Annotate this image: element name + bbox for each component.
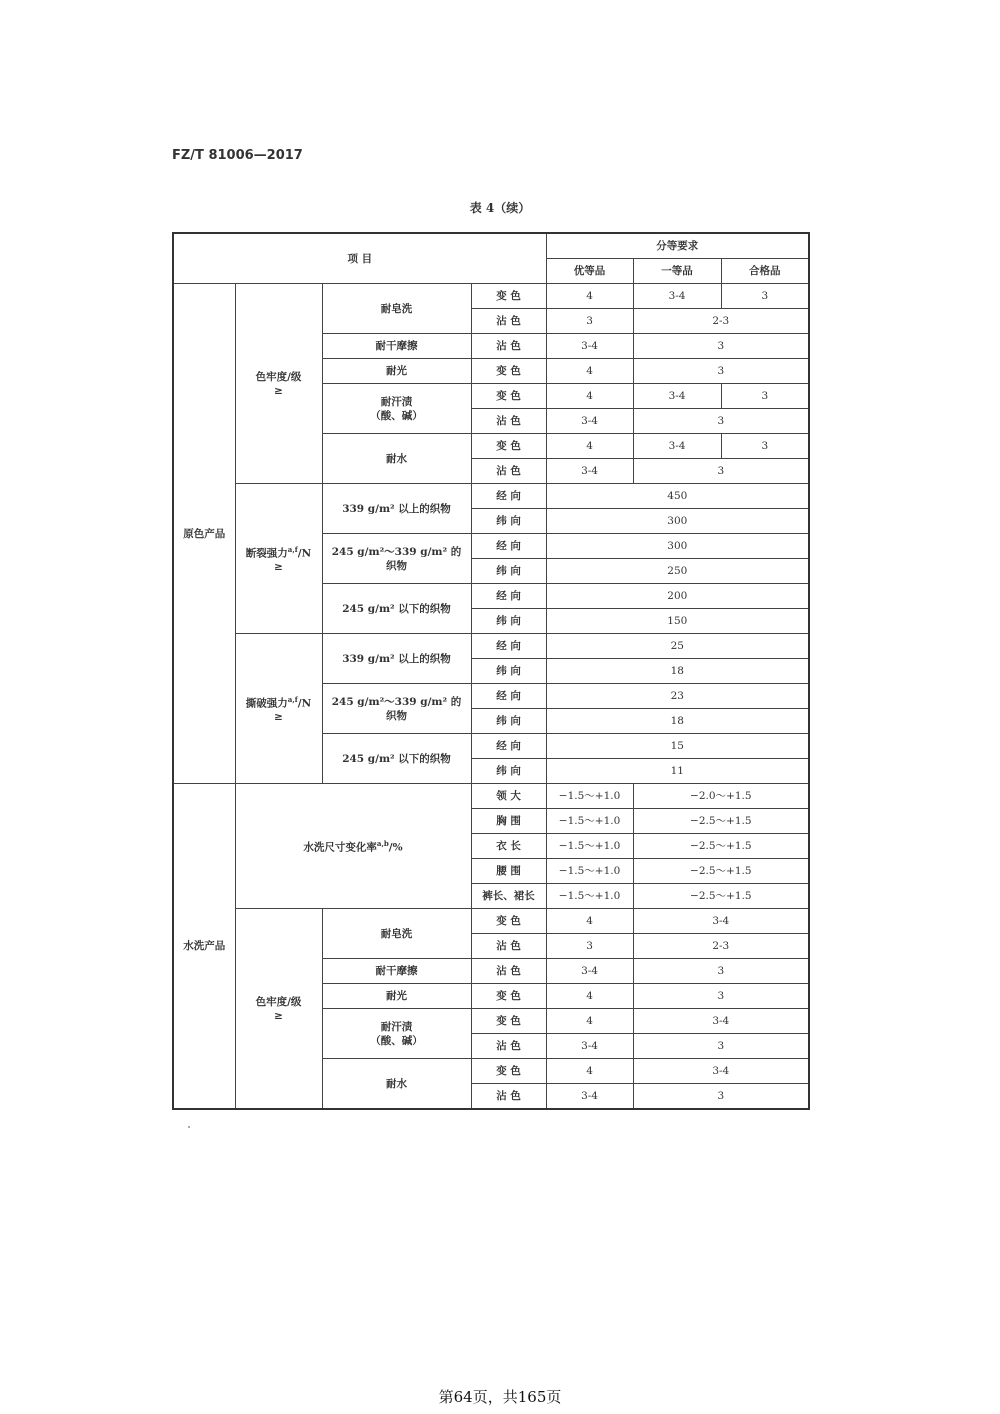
cell-value: 3 xyxy=(721,434,809,459)
sub-stain: 沾 色 xyxy=(471,309,546,334)
table-row xyxy=(173,634,809,659)
scan-speck xyxy=(188,1126,190,1128)
cell-value: 3 xyxy=(546,934,633,959)
sub-weft: 纬 向 xyxy=(471,559,546,584)
sub-warp: 经 向 xyxy=(471,484,546,509)
cell-value: 300 xyxy=(546,534,809,559)
test-label-note: （酸、碱） xyxy=(370,1034,423,1047)
cell-value: 3-4 xyxy=(546,959,633,984)
cell-value: 11 xyxy=(546,759,809,784)
cell-value: 3-4 xyxy=(633,1009,809,1034)
cell-value: 4 xyxy=(546,909,633,934)
cell-value: 3 xyxy=(546,309,633,334)
sub-weft: 纬 向 xyxy=(471,659,546,684)
table-title: 表 4（续） xyxy=(469,201,531,215)
weight-245-339 xyxy=(322,684,471,734)
sub-weft: 纬 向 xyxy=(471,509,546,534)
cell-value: 3 xyxy=(633,984,809,1009)
cell-value: 2-3 xyxy=(633,934,809,959)
sub-warp: 经 向 xyxy=(471,534,546,559)
table-row xyxy=(173,784,809,809)
table-row xyxy=(173,909,809,934)
cell-value: −1.5～+1.0 xyxy=(546,834,633,859)
weight-label: 245 g/m²～339 g/m² 的 xyxy=(331,695,462,708)
cell-value: 200 xyxy=(546,584,809,609)
cell-value: −2.5～+1.5 xyxy=(633,834,809,859)
property-label: 色牢度/级 xyxy=(255,370,302,383)
cell-value: 15 xyxy=(546,734,809,759)
property-label: 色牢度/级 xyxy=(255,995,302,1008)
test-soap-wash: 耐皂洗 xyxy=(322,284,471,334)
footnote-marker: a,f xyxy=(287,544,298,554)
cell-value: 3-4 xyxy=(546,1084,633,1110)
cell-value: 4 xyxy=(546,1009,633,1034)
cell-value: 300 xyxy=(546,509,809,534)
cell-value: 4 xyxy=(546,384,633,409)
sub-warp: 经 向 xyxy=(471,634,546,659)
cell-value: 3 xyxy=(633,334,809,359)
weight-label-cont: 织物 xyxy=(386,709,407,722)
property-label: 断裂强力 xyxy=(245,547,288,560)
item-header: 项 目 xyxy=(173,233,546,284)
cell-value: 3-4 xyxy=(546,409,633,434)
cell-value: 150 xyxy=(546,609,809,634)
cell-value: −2.5～+1.5 xyxy=(633,884,809,909)
cell-value: 3-4 xyxy=(633,1059,809,1084)
property-tearing-strength xyxy=(235,634,322,784)
cell-value: 3-4 xyxy=(633,284,721,309)
weight-label: 245 g/m²～339 g/m² 的 xyxy=(331,545,462,558)
property-colorfastness xyxy=(235,284,322,484)
cell-value: −1.5～+1.0 xyxy=(546,784,633,809)
ge-symbol: ≥ xyxy=(274,384,283,397)
sub-weft: 纬 向 xyxy=(471,609,546,634)
cell-value: 3 xyxy=(721,384,809,409)
cell-value: 4 xyxy=(546,1059,633,1084)
property-breaking-strength xyxy=(235,484,322,634)
test-label: 耐汗渍 xyxy=(380,1020,413,1033)
ge-symbol: ≥ xyxy=(274,561,283,574)
table-row xyxy=(173,484,809,509)
sub-stain: 沾 色 xyxy=(471,459,546,484)
grade-requirement-header: 分等要求 xyxy=(546,233,809,259)
property-label: 水洗尺寸变化率 xyxy=(303,841,377,854)
test-light: 耐光 xyxy=(322,359,471,384)
test-sweat xyxy=(322,1009,471,1059)
cell-value: 23 xyxy=(546,684,809,709)
grade-first-header: 一等品 xyxy=(633,259,721,284)
cell-value: 3-4 xyxy=(633,434,721,459)
sub-change: 变 色 xyxy=(471,1059,546,1084)
cell-value: 3 xyxy=(633,459,809,484)
sub-weft: 纬 向 xyxy=(471,709,546,734)
sub-stain: 沾 色 xyxy=(471,934,546,959)
weight-above-339: 339 g/m² 以上的织物 xyxy=(322,634,471,684)
cell-value: 3-4 xyxy=(546,1034,633,1059)
cell-value: 3 xyxy=(721,284,809,309)
weight-245-339 xyxy=(322,534,471,584)
grade-qualified-header: 合格品 xyxy=(721,259,809,284)
sub-chest: 胸 围 xyxy=(471,809,546,834)
sub-weft: 纬 向 xyxy=(471,759,546,784)
test-soap-wash: 耐皂洗 xyxy=(322,909,471,959)
sub-stain: 沾 色 xyxy=(471,1034,546,1059)
sub-waist: 腰 围 xyxy=(471,859,546,884)
ge-symbol: ≥ xyxy=(274,711,283,724)
table-header-row xyxy=(173,233,809,259)
cell-value: 3-4 xyxy=(633,384,721,409)
property-label: 撕破强力 xyxy=(245,697,288,710)
table-row xyxy=(173,284,809,309)
cell-value: 3 xyxy=(633,959,809,984)
cell-value: 3-4 xyxy=(546,334,633,359)
grade-superior-header: 优等品 xyxy=(546,259,633,284)
unit-label: /N xyxy=(297,547,312,560)
sub-change: 变 色 xyxy=(471,359,546,384)
test-light: 耐光 xyxy=(322,984,471,1009)
footnote-marker: a,b xyxy=(376,839,389,849)
weight-below-245: 245 g/m² 以下的织物 xyxy=(322,734,471,784)
cell-value: −2.0～+1.5 xyxy=(633,784,809,809)
page-footer: 第64页，共165页 xyxy=(438,1388,562,1406)
cell-value: 4 xyxy=(546,434,633,459)
cell-value: 18 xyxy=(546,659,809,684)
cell-value: 3 xyxy=(633,409,809,434)
ge-symbol: ≥ xyxy=(274,1009,283,1022)
cell-value: 18 xyxy=(546,709,809,734)
footnote-marker: a,f xyxy=(287,694,298,704)
test-label-note: （酸、碱） xyxy=(370,409,423,422)
cell-value: −1.5～+1.0 xyxy=(546,884,633,909)
cell-value: −1.5～+1.0 xyxy=(546,809,633,834)
sub-change: 变 色 xyxy=(471,434,546,459)
sub-stain: 沾 色 xyxy=(471,409,546,434)
cell-value: 2-3 xyxy=(633,309,809,334)
test-water: 耐水 xyxy=(322,1059,471,1110)
unit-label: /N xyxy=(297,697,312,710)
cell-value: 3-4 xyxy=(546,459,633,484)
sub-stain: 沾 色 xyxy=(471,334,546,359)
sub-stain: 沾 色 xyxy=(471,959,546,984)
test-dry-rub: 耐干摩擦 xyxy=(322,959,471,984)
sub-change: 变 色 xyxy=(471,984,546,1009)
grade-requirements-table xyxy=(172,232,810,1110)
sub-length: 衣 长 xyxy=(471,834,546,859)
cell-value: 3 xyxy=(633,1034,809,1059)
sub-warp: 经 向 xyxy=(471,684,546,709)
group-raw-product: 原色产品 xyxy=(173,284,235,784)
weight-label-cont: 织物 xyxy=(386,559,407,572)
unit-label: /% xyxy=(388,841,403,854)
cell-value: 3 xyxy=(633,359,809,384)
cell-value: 4 xyxy=(546,984,633,1009)
sub-change: 变 色 xyxy=(471,284,546,309)
sub-stain: 沾 色 xyxy=(471,1084,546,1110)
test-label: 耐汗渍 xyxy=(380,395,413,408)
test-water: 耐水 xyxy=(322,434,471,484)
sub-change: 变 色 xyxy=(471,1009,546,1034)
sub-warp: 经 向 xyxy=(471,584,546,609)
cell-value: 250 xyxy=(546,559,809,584)
weight-below-245: 245 g/m² 以下的织物 xyxy=(322,584,471,634)
sub-collar: 领 大 xyxy=(471,784,546,809)
cell-value: 4 xyxy=(546,284,633,309)
property-colorfastness xyxy=(235,909,322,1110)
test-dry-rub: 耐干摩擦 xyxy=(322,334,471,359)
sub-change: 变 色 xyxy=(471,384,546,409)
group-washed-product: 水洗产品 xyxy=(173,784,235,1110)
cell-value: −2.5～+1.5 xyxy=(633,859,809,884)
weight-above-339: 339 g/m² 以上的织物 xyxy=(322,484,471,534)
cell-value: 3-4 xyxy=(633,909,809,934)
cell-value: 450 xyxy=(546,484,809,509)
sub-change: 变 色 xyxy=(471,909,546,934)
cell-value: −1.5～+1.0 xyxy=(546,859,633,884)
sub-warp: 经 向 xyxy=(471,734,546,759)
sub-pants-skirt-length: 裤长、裙长 xyxy=(471,884,546,909)
cell-value: 25 xyxy=(546,634,809,659)
cell-value: −2.5～+1.5 xyxy=(633,809,809,834)
cell-value: 4 xyxy=(546,359,633,384)
test-sweat xyxy=(322,384,471,434)
property-wash-dimension-change xyxy=(235,784,471,909)
cell-value: 3 xyxy=(633,1084,809,1110)
document-code: FZ/T 81006—2017 xyxy=(172,148,303,163)
